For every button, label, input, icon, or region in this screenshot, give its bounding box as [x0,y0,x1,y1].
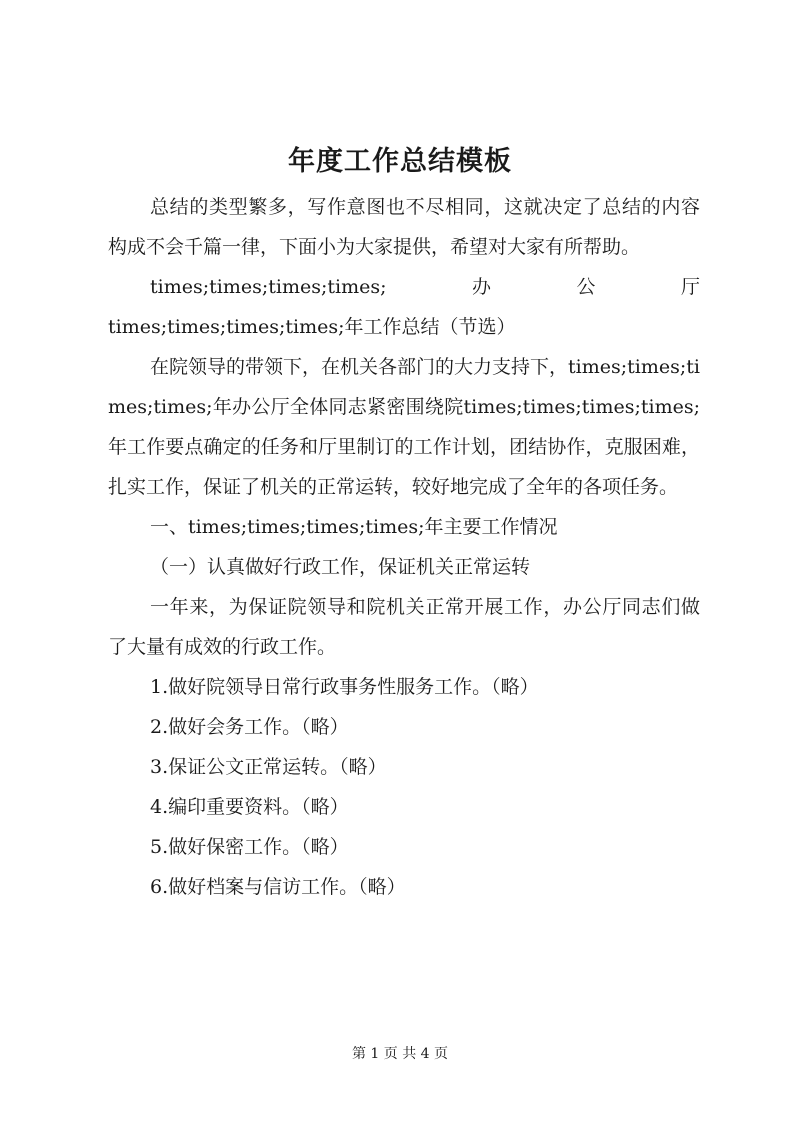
heading-part-ting: 厅 [680,276,700,298]
list-item: 1.做好院领导日常行政事务性服务工作。（略） [150,676,539,698]
heading-part-gong: 公 [576,276,596,298]
heading-line-1 [108,267,700,307]
list-item: 2.做好会务工作。（略） [150,716,349,738]
subsection-heading-1: （一）认真做好行政工作，保证机关正常运转 [150,556,531,578]
paragraph-intro: 总结的类型繁多，写作意图也不尽相同，这就决定了总结的内容构成不会千篇一律，下面小为大家提供，希望对大家有所帮助。 [108,196,700,258]
heading-line-2: times;times;times;times;年工作总结（节选） [108,316,516,338]
heading-part-times: times;times;times;times; [150,276,387,298]
page-footer: 第 1 页 共 4 页 [351,1046,449,1062]
document-title: 年度工作总结模板 [288,146,512,177]
paragraph-admin: 一年来，为保证院领导和院机关正常开展工作，办公厅同志们做了大量有成效的行政工作。 [108,596,700,658]
section-heading-1: 一、times;times;times;times;年主要工作情况 [150,516,558,538]
heading-part-ban: 办 [471,276,491,298]
list-item: 4.编印重要资料。（略） [150,796,349,818]
list-item: 6.做好档案与信访工作。（略） [150,876,406,898]
document-body [108,187,700,907]
list-item: 5.做好保密工作。（略） [150,836,349,858]
list-item: 3.保证公文正常运转。（略） [150,756,387,778]
paragraph-main: 在院领导的带领下，在机关各部门的大力支持下，times;times;times;times;年办公厅全体同志紧密围绕院times;times;times;times;年工作要点确定的任务和厅里制订的工作计划，团结协作，克服困难，扎实工作，保证了机关的正常运转，较好地完成了全年的各项任务。 [108,356,700,498]
